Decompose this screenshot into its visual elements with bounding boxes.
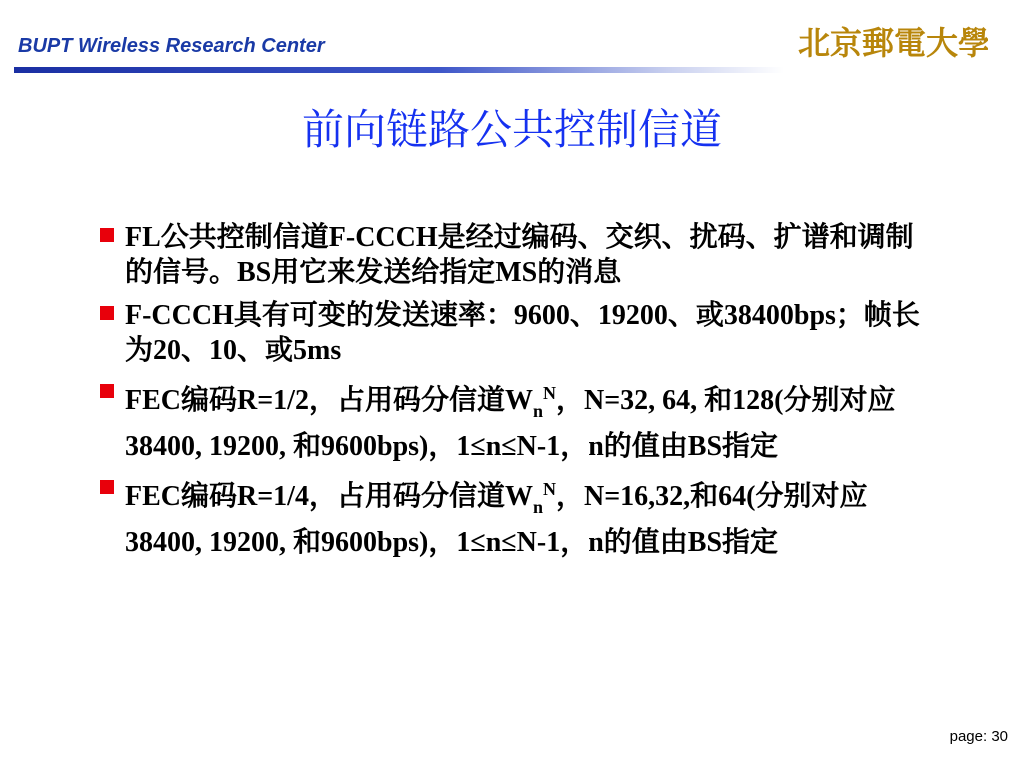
bullet-item: [100, 298, 935, 368]
university-logo: [798, 10, 988, 66]
superscript: N: [542, 479, 556, 499]
subscript: n: [532, 401, 543, 421]
bullet-item: [100, 472, 935, 560]
bullet-text: FL公共控制信道F-CCCH是经过编码、交织、扰码、扩谱和调制的信号。BS用它来发送给指定MS的消息: [125, 222, 914, 288]
page-number: page: 30: [949, 728, 1008, 745]
bullet-list: [100, 220, 935, 568]
bullet-text-start: FEC编码R=1/2，占用码分信道W: [125, 385, 533, 416]
superscript: N: [542, 383, 556, 403]
square-bullet-icon: [100, 384, 114, 398]
bullet-text-start: FEC编码R=1/4，占用码分信道W: [125, 481, 533, 512]
bullet-item: [100, 220, 935, 290]
calligraphy-logo-icon: [798, 10, 988, 66]
square-bullet-icon: [100, 228, 114, 242]
slide-title: 前向链路公共控制信道: [301, 105, 722, 154]
bullet-item: [100, 376, 935, 464]
square-bullet-icon: [100, 306, 114, 320]
subscript: n: [532, 497, 543, 517]
header-divider: [14, 67, 784, 73]
bullet-text-end: ，N=32, 64, 和128(分别对应38400, 19200, 和9600bps)，1≤n≤N-1，n的值由BS指定: [125, 385, 896, 462]
logo-text: 北京郵電大學: [798, 24, 988, 62]
bullet-text: F-CCCH具有可变的发送速率：9600、19200、或38400bps；帧长为20、10、或5ms: [125, 300, 920, 366]
square-bullet-icon: [100, 480, 114, 494]
organization-name: BUPT Wireless Research Center: [18, 35, 325, 57]
bullet-text-end: ，N=16,32,和64(分别对应38400, 19200, 和9600bps)，1≤n≤N-1，n的值由BS指定: [125, 481, 868, 558]
